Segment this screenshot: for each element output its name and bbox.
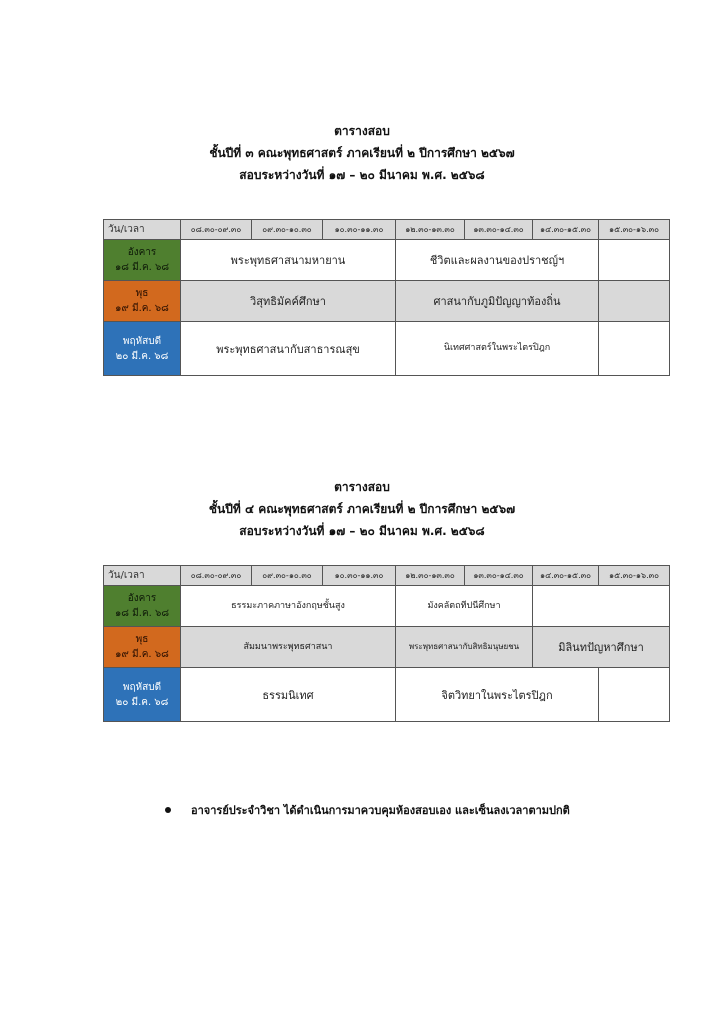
schedule-subtitle: ชั้นปีที่ ๔ คณะพุทธศาสตร์ ภาคเรียนที่ ๒ ปีการศึกษา ๒๕๖๗ — [208, 502, 516, 516]
table-row — [104, 240, 670, 281]
day-date: ๑๘ มี.ค. ๖๘ — [114, 608, 170, 619]
empty-cell — [599, 668, 670, 722]
schedule-1-header — [0, 121, 724, 185]
day-date: ๑๘ มี.ค. ๖๘ — [114, 262, 170, 273]
day-name: อังคาร — [127, 593, 157, 604]
table-header-row — [104, 220, 670, 240]
day-name: พฤหัสบดี — [122, 681, 162, 693]
time-slot: ๑๕.๓๐-๑๖.๓๐ — [599, 220, 670, 240]
afternoon-subject: มังคลัตถทีปนีศึกษา — [396, 586, 533, 627]
time-slot: ๑๒.๓๐-๑๓.๓๐ — [396, 220, 465, 240]
afternoon-subject: ชีวิตและผลงานของปราชญ์ฯ — [396, 240, 599, 281]
morning-subject: วิสุทธิมัคค์ศึกษา — [181, 281, 396, 322]
morning-subject: สัมมนาพระพุทธศาสนา — [181, 627, 396, 668]
corner-label: วัน/เวลา — [104, 566, 181, 586]
time-slot: ๑๐.๓๐-๑๑.๓๐ — [323, 220, 396, 240]
day-cell-wednesday — [104, 281, 181, 322]
empty-cell — [533, 586, 670, 627]
day-date: ๒๐ มี.ค. ๖๘ — [115, 696, 169, 708]
schedule-2-header — [0, 477, 724, 541]
day-cell-thursday — [104, 322, 181, 376]
table-row — [104, 586, 670, 627]
morning-subject: ธรรมะภาคภาษาอังกฤษชั้นสูง — [181, 586, 396, 627]
day-cell-tuesday — [104, 586, 181, 627]
table-row — [104, 668, 670, 722]
empty-cell — [599, 240, 670, 281]
schedule-subtitle: ชั้นปีที่ ๓ คณะพุทธศาสตร์ ภาคเรียนที่ ๒ ปีการศึกษา ๒๕๖๗ — [209, 146, 515, 160]
time-slot: ๑๒.๓๐-๑๓.๓๐ — [396, 566, 465, 586]
time-slot: ๐๙.๓๐-๑๐.๓๐ — [252, 220, 323, 240]
day-date: ๒๐ มี.ค. ๖๘ — [115, 350, 169, 362]
note-line — [165, 801, 570, 819]
note-text: อาจารย์ประจำวิชา ได้ดำเนินการมาควบคุมห้องสอบเอง และเซ็นลงเวลาตามปกติ — [191, 804, 570, 817]
schedule-title: ตารางสอบ — [334, 124, 390, 138]
afternoon-subject: จิตวิทยาในพระไตรปิฎก — [396, 668, 599, 722]
afternoon-subject: ศาสนากับภูมิปัญญาท้องถิ่น — [396, 281, 599, 322]
time-slot: ๑๐.๓๐-๑๑.๓๐ — [323, 566, 396, 586]
table-row — [104, 281, 670, 322]
time-slot: ๑๔.๓๐-๑๕.๓๐ — [533, 566, 599, 586]
day-cell-thursday — [104, 668, 181, 722]
time-slot: ๐๙.๓๐-๑๐.๓๐ — [252, 566, 323, 586]
exam-period: สอบระหว่างวันที่ ๑๗ – ๒๐ มีนาคม พ.ศ. ๒๕๖๘ — [239, 168, 485, 182]
day-date: ๑๙ มี.ค. ๖๘ — [115, 303, 169, 314]
exam-table-year-3 — [103, 219, 670, 376]
table-header-row — [104, 566, 670, 586]
bullet-icon — [165, 807, 171, 813]
morning-subject: ธรรมนิเทศ — [181, 668, 396, 722]
day-name: อังคาร — [127, 247, 157, 258]
day-cell-tuesday — [104, 240, 181, 281]
day-date: ๑๙ มี.ค. ๖๘ — [115, 649, 169, 660]
empty-cell — [599, 322, 670, 376]
day-name: พุธ — [135, 288, 149, 299]
time-slot: ๑๓.๓๐-๑๔.๓๐ — [465, 566, 533, 586]
schedule-title: ตารางสอบ — [334, 480, 390, 494]
time-slot: ๑๓.๓๐-๑๔.๓๐ — [465, 220, 533, 240]
morning-subject: พระพุทธศาสนามหายาน — [181, 240, 396, 281]
afternoon-subject: นิเทศศาสตร์ในพระไตรปิฎก — [396, 322, 599, 376]
time-slot: ๐๘.๓๐-๐๙.๓๐ — [181, 220, 252, 240]
time-slot: ๑๕.๓๐-๑๖.๓๐ — [599, 566, 670, 586]
day-name: พฤหัสบดี — [122, 335, 162, 347]
time-slot: ๑๔.๓๐-๑๕.๓๐ — [533, 220, 599, 240]
table-row — [104, 322, 670, 376]
corner-label: วัน/เวลา — [104, 220, 181, 240]
day-cell-wednesday — [104, 627, 181, 668]
table-row — [104, 627, 670, 668]
time-slot: ๐๘.๓๐-๐๙.๓๐ — [181, 566, 252, 586]
afternoon-subject: พระพุทธศาสนากับสิทธิมนุษยชน — [396, 627, 533, 668]
day-name: พุธ — [135, 634, 149, 645]
morning-subject: พระพุทธศาสนากับสาธารณสุข — [181, 322, 396, 376]
exam-period: สอบระหว่างวันที่ ๑๗ – ๒๐ มีนาคม พ.ศ. ๒๕๖๘ — [239, 524, 485, 538]
last-subject: มิลินทปัญหาศึกษา — [533, 627, 670, 668]
exam-table-year-4 — [103, 565, 670, 722]
empty-cell — [599, 281, 670, 322]
